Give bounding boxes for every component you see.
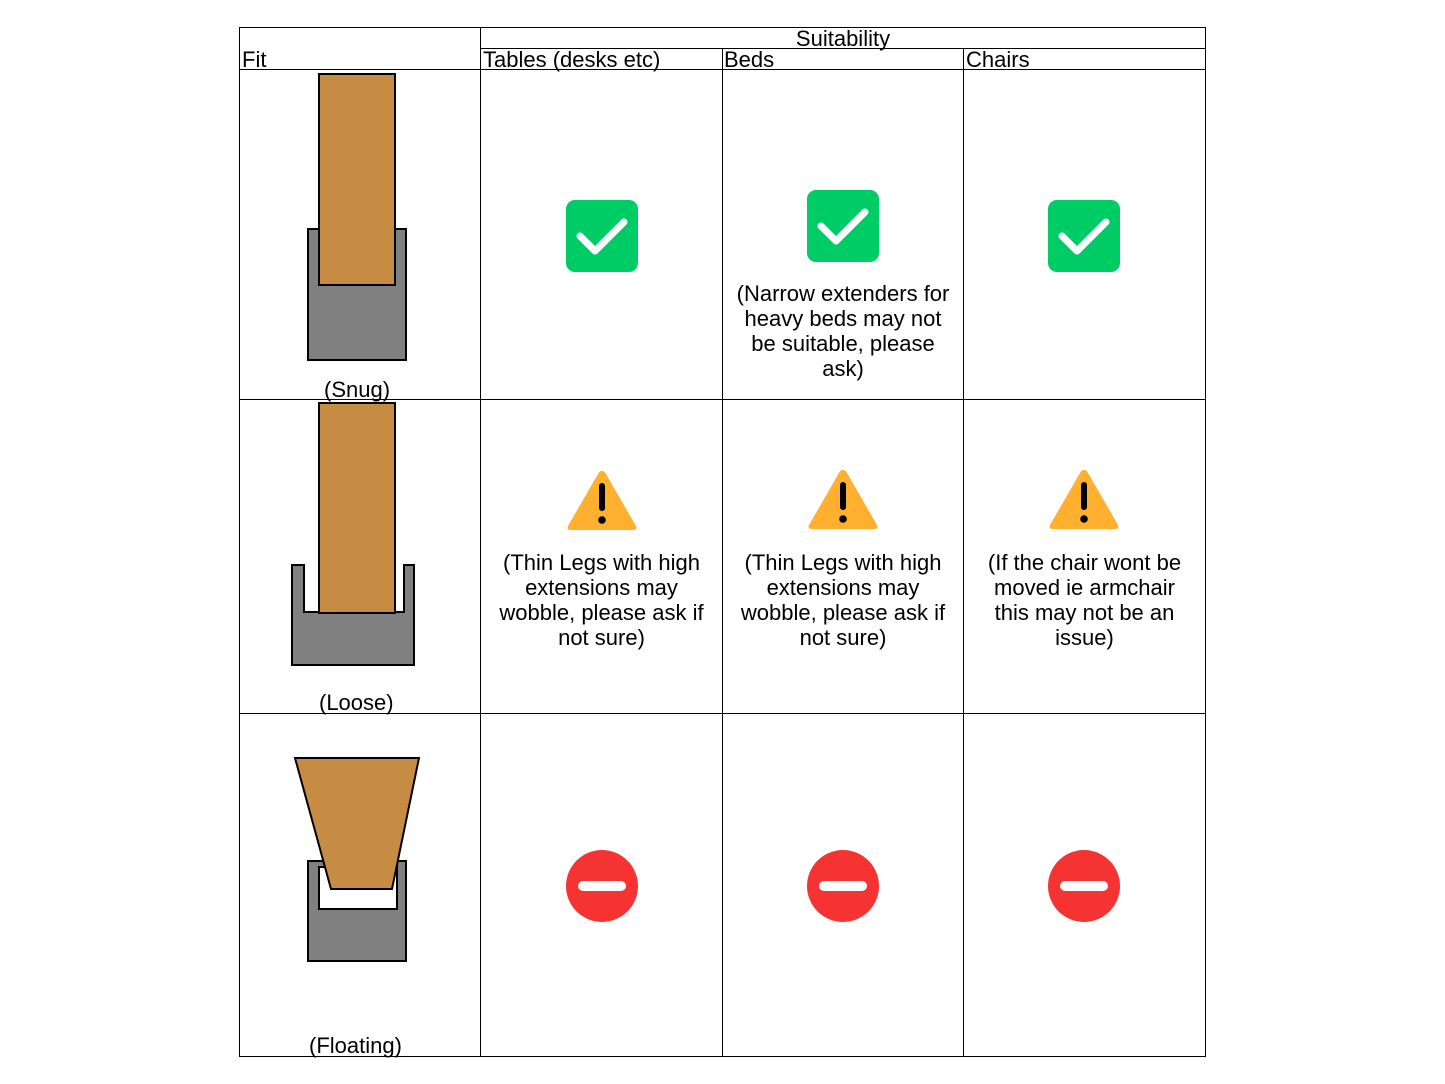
checkmark-icon — [1048, 200, 1120, 272]
cap-gap — [319, 867, 397, 909]
table-leg — [319, 403, 395, 613]
table-border-right — [1205, 27, 1206, 1057]
note-snug-beds: (Narrow extenders for heavy beds may not be suitable, please ask) — [736, 281, 950, 381]
column-header-chairs: Chairs — [966, 47, 1030, 72]
table-leg — [319, 74, 395, 285]
fit-label-snug: (Snug) — [324, 377, 391, 402]
no-entry-icon — [566, 850, 638, 922]
fit-label-floating: (Floating) — [309, 1033, 402, 1058]
leg-cap — [308, 861, 406, 961]
note-loose-beds: (Thin Legs with high extensions may wobble, please ask if not sure) — [740, 550, 946, 650]
note-loose-tables: (Thin Legs with high extensions may wobble, please ask if not sure) — [499, 550, 704, 650]
leg-cap — [308, 229, 406, 360]
checkmark-icon — [566, 200, 638, 272]
tapered-table-leg — [295, 758, 419, 889]
no-entry-icon — [807, 850, 879, 922]
fit-label-loose: (Loose) — [319, 690, 394, 715]
suitability-header: Suitability — [795, 26, 891, 51]
column-divider — [480, 27, 481, 1057]
table-border-left — [239, 27, 240, 1057]
leg-cap — [292, 565, 414, 665]
warning-icon — [807, 466, 879, 530]
checkmark-icon — [807, 190, 879, 262]
note-loose-chairs: (If the chair wont be moved ie armchair this may not be an issue) — [987, 550, 1182, 650]
warning-icon — [1048, 466, 1120, 530]
no-entry-icon — [1048, 850, 1120, 922]
warning-icon — [566, 467, 638, 531]
fit-header: Fit — [242, 47, 267, 72]
column-header-tables: Tables (desks etc) — [483, 47, 661, 72]
column-header-beds: Beds — [724, 47, 775, 72]
